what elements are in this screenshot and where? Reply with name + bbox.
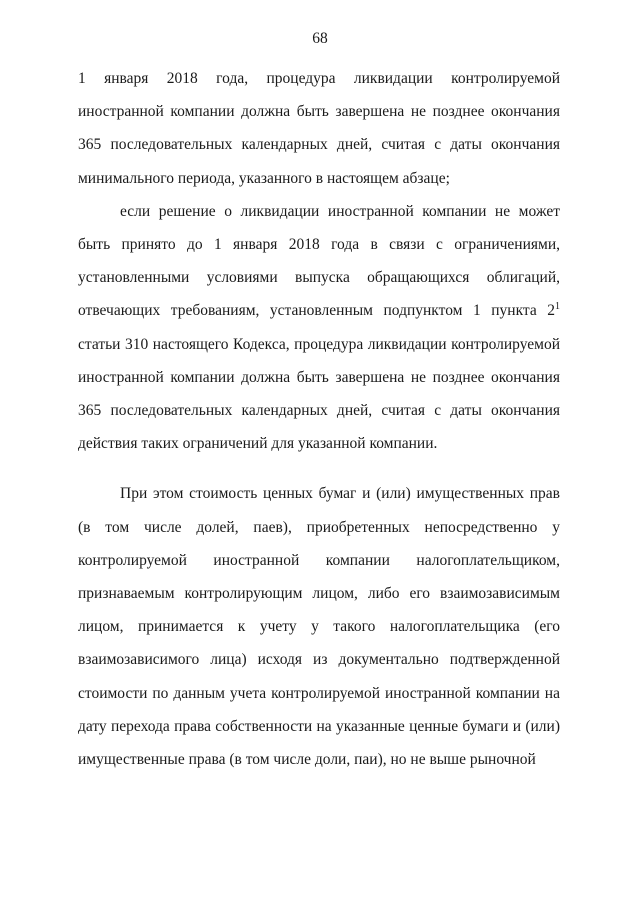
superscript-reference: 1 xyxy=(555,301,560,313)
paragraph-bond-restrictions-text-2: статьи 310 настоящего Кодекса, процедура ликвидации контролируемой иностранной компании должна быть завершена не позднее окончания 365 последовательных календарных дней, считая с даты окончания действия таких ограничений для указанной компании. xyxy=(78,335,560,453)
paragraph-bond-restrictions xyxy=(78,195,560,461)
paragraph-bond-restrictions-text-1: если решение о ликвидации иностранной компании не может быть принято до 1 января 2018 года в связи с ограничениями, установленными условиями выпуска обращающихся облигаций, отвечающих требованиям, установленным подпунктом 1 пункта 2 xyxy=(78,202,560,320)
page-number: 68 xyxy=(312,30,328,47)
paragraph-spacer xyxy=(78,460,560,477)
paragraph-securities-valuation: При этом стоимость ценных бумаг и (или) имущественных прав (в том числе долей, паев), приобретенных непосредственно у контролируемой иностранной компании налогоплательщиком, признаваемым контролирующим лицом, либо его взаимозависимым лицом, принимается к учету у такого налогоплательщика (его взаимозависимого лица) исходя из документально подтвержденной стоимости по данным учета контролируемой иностранной компании на дату перехода права собственности на указанные ценные бумаги и (или) имущественные права (в том числе доли, паи), но не выше рыночной xyxy=(78,485,560,769)
paragraph-liquidation-deadline: 1 января 2018 года, процедура ликвидации контролируемой иностранной компании должна быть завершена не позднее окончания 365 последовательных календарных дней, считая с даты окончания минимального периода, указанного в настоящем абзаце; xyxy=(78,70,560,187)
document-body xyxy=(78,62,560,776)
